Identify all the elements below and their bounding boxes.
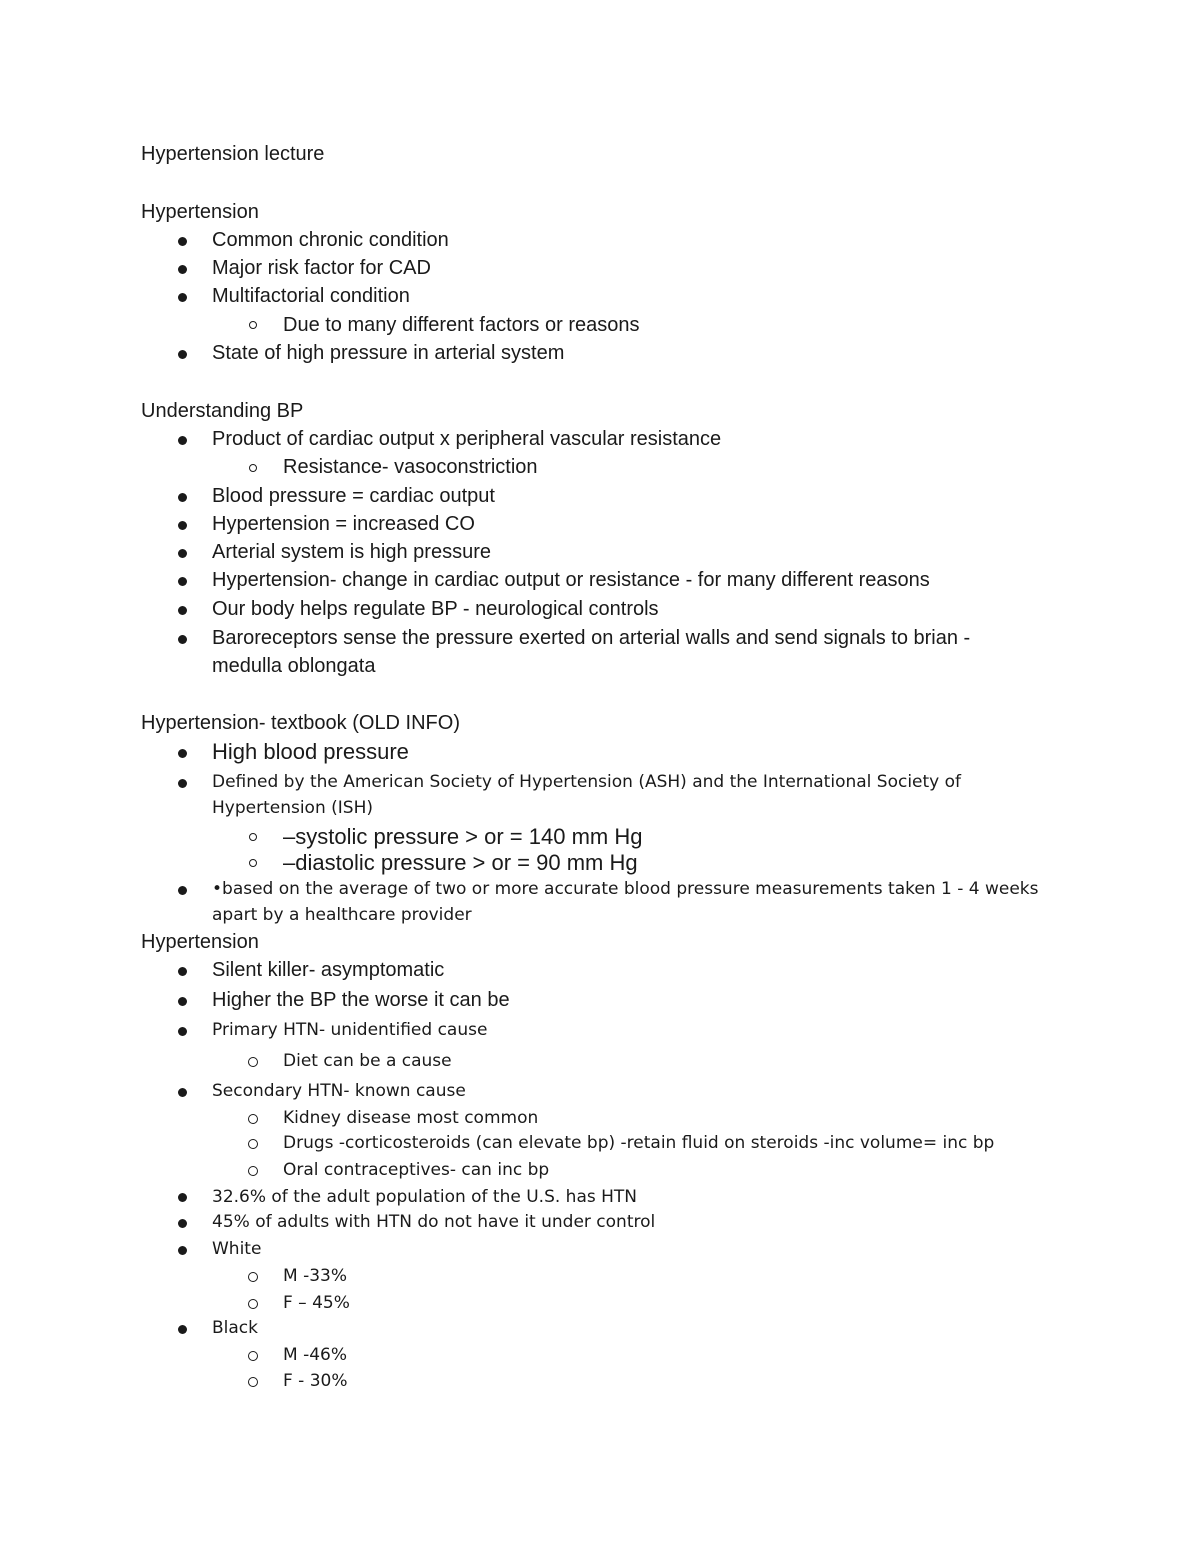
hollow-bullet-icon — [248, 1057, 258, 1067]
bullet-icon — [178, 436, 187, 445]
bullet-icon — [178, 1219, 187, 1228]
bullet-icon — [178, 577, 187, 586]
list-item-text: Hypertension = increased CO — [212, 513, 475, 535]
list-item-text: Our body helps regulate BP - neurological controls — [212, 598, 659, 620]
list-item-text: Secondary HTN- known cause — [212, 1081, 466, 1101]
sub-list-item-text: M -33% — [283, 1266, 347, 1286]
list-item-text-continued: medulla oblongata — [212, 655, 376, 677]
bullet-icon — [178, 1088, 187, 1097]
bullet-icon — [178, 606, 187, 615]
section-heading-understanding-bp: Understanding BP — [141, 400, 304, 422]
sub-list-item-text: F - 30% — [283, 1371, 348, 1391]
list-item-text: 32.6% of the adult population of the U.S. has HTN — [212, 1187, 638, 1207]
bullet-icon — [178, 350, 187, 359]
list-item-text: Common chronic condition — [212, 229, 449, 251]
sub-list-item-text: F – 45% — [283, 1293, 350, 1313]
list-item-text: High blood pressure — [212, 739, 409, 764]
bullet-icon — [178, 1193, 187, 1202]
hollow-bullet-icon — [249, 859, 257, 867]
list-item-text: Primary HTN- unidentified cause — [212, 1020, 488, 1040]
hollow-bullet-icon — [248, 1114, 258, 1124]
bullet-icon — [178, 635, 187, 644]
page-title: Hypertension lecture — [141, 143, 325, 165]
list-item-text: •based on the average of two or more accurate blood pressure measurements taken 1 - 4 weeks — [212, 879, 1039, 899]
sub-list-item-text: Due to many different factors or reasons — [283, 314, 640, 336]
sub-list-item-text: Kidney disease most common — [283, 1108, 539, 1128]
bullet-icon — [178, 967, 187, 976]
hollow-bullet-icon — [248, 1351, 258, 1361]
section-heading-hypertension-2: Hypertension — [141, 931, 259, 953]
section-heading-hypertension: Hypertension — [141, 201, 259, 223]
list-item-text-continued: Hypertension (ISH) — [212, 798, 373, 818]
hollow-bullet-icon — [249, 833, 257, 841]
sub-list-item-text: M -46% — [283, 1345, 347, 1365]
hollow-bullet-icon — [248, 1272, 258, 1282]
bullet-icon — [178, 1246, 187, 1255]
sub-list-item-text: Oral contraceptives- can inc bp — [283, 1160, 550, 1180]
bullet-icon — [178, 493, 187, 502]
hollow-bullet-icon — [249, 321, 257, 329]
bullet-icon — [178, 749, 187, 758]
bullet-icon — [178, 549, 187, 558]
bullet-icon — [178, 265, 187, 274]
sub-list-item-text: Resistance- vasoconstriction — [283, 456, 538, 478]
list-item-text-continued: apart by a healthcare provider — [212, 905, 472, 925]
list-item-text: Hypertension- change in cardiac output or resistance - for many different reasons — [212, 569, 930, 591]
bullet-icon — [178, 886, 187, 895]
list-item-text: State of high pressure in arterial system — [212, 342, 565, 364]
list-item-text: Arterial system is high pressure — [212, 541, 491, 563]
list-item-text: Higher the BP the worse it can be — [212, 989, 510, 1011]
list-item-text: 45% of adults with HTN do not have it under control — [212, 1212, 656, 1232]
list-item-text: Major risk factor for CAD — [212, 257, 431, 279]
sub-list-item-text: –diastolic pressure > or = 90 mm Hg — [283, 850, 638, 875]
hollow-bullet-icon — [248, 1377, 258, 1387]
list-item-text: Baroreceptors sense the pressure exerted on arterial walls and send signals to brian - — [212, 627, 971, 649]
bullet-icon — [178, 1325, 187, 1334]
sub-list-item-text: –systolic pressure > or = 140 mm Hg — [283, 824, 643, 849]
list-item-text: Blood pressure = cardiac output — [212, 485, 495, 507]
list-item-text: Multifactorial condition — [212, 285, 410, 307]
section-heading-textbook: Hypertension- textbook (OLD INFO) — [141, 712, 460, 734]
hollow-bullet-icon — [248, 1139, 258, 1149]
hollow-bullet-icon — [248, 1166, 258, 1176]
hollow-bullet-icon — [249, 464, 257, 472]
bullet-icon — [178, 237, 187, 246]
bullet-icon — [178, 779, 187, 788]
bullet-icon — [178, 1027, 187, 1036]
sub-list-item-text: Diet can be a cause — [283, 1051, 452, 1071]
hollow-bullet-icon — [248, 1299, 258, 1309]
list-item-text: White — [212, 1239, 262, 1259]
sub-list-item-text: Drugs -corticosteroids (can elevate bp) -retain fluid on steroids -inc volume= inc bp — [283, 1133, 995, 1153]
bullet-icon — [178, 293, 187, 302]
bullet-icon — [178, 521, 187, 530]
list-item-text: Product of cardiac output x peripheral vascular resistance — [212, 428, 722, 450]
list-item-text: Black — [212, 1318, 258, 1338]
bullet-icon — [178, 997, 187, 1006]
list-item-text: Silent killer- asymptomatic — [212, 959, 445, 981]
list-item-text: Defined by the American Society of Hypertension (ASH) and the International Society of — [212, 772, 962, 792]
